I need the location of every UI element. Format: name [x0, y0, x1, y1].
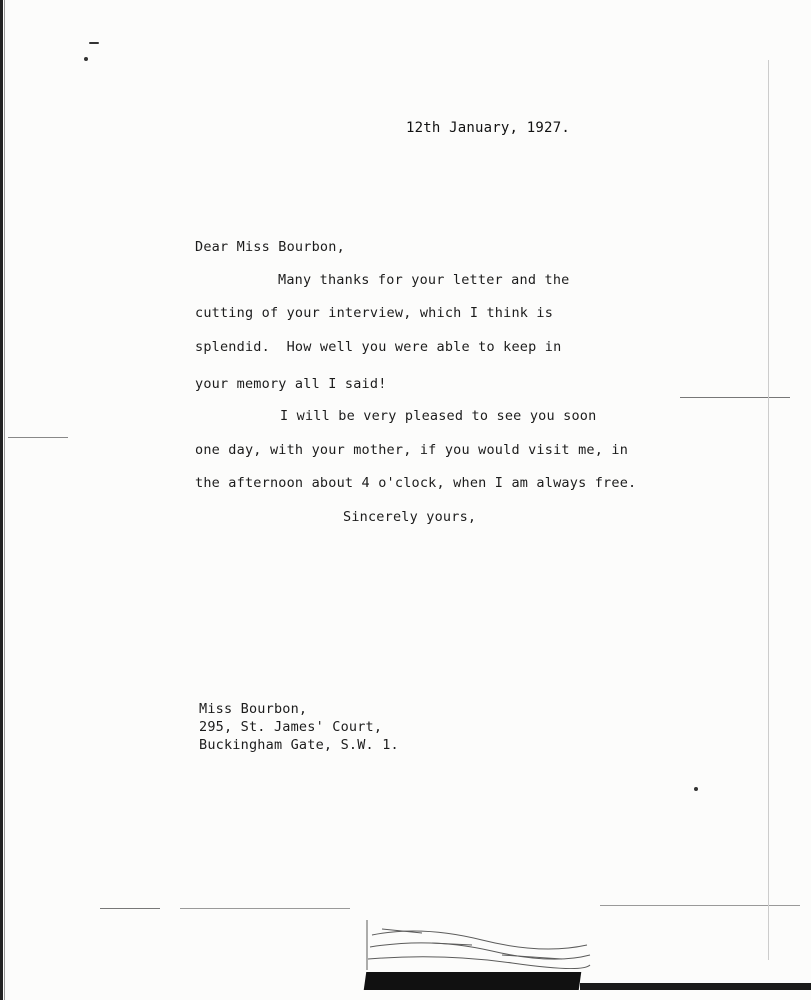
scan-speck: [600, 905, 800, 906]
scan-speck: [694, 787, 698, 791]
salutation: Dear Miss Bourbon,: [195, 239, 345, 255]
address-line: Buckingham Gate, S.W. 1.: [199, 737, 399, 753]
scan-speck: [8, 437, 68, 438]
binding-edge-shadow: [4, 0, 5, 1000]
scan-dark-band: [580, 983, 811, 990]
body-line: I will be very pleased to see you soon: [280, 408, 597, 424]
scan-speck: [100, 908, 160, 909]
scan-dark-band: [364, 972, 582, 990]
body-line: Many thanks for your letter and the: [278, 272, 570, 288]
scan-speck: [84, 57, 88, 61]
scan-speck: [180, 908, 350, 909]
body-line: splendid. How well you were able to keep in: [195, 339, 562, 355]
scan-smudge: [362, 915, 592, 973]
scan-speck: [680, 397, 790, 398]
body-line: your memory all I said!: [195, 376, 387, 392]
body-line: cutting of your interview, which I think is: [195, 305, 554, 321]
scan-speck: [768, 60, 769, 960]
scan-speck: [89, 42, 99, 44]
body-line: the afternoon about 4 o'clock, when I am always free.: [195, 475, 637, 491]
address-line: 295, St. James' Court,: [199, 719, 383, 735]
body-line: one day, with your mother, if you would visit me, in: [195, 442, 629, 458]
letter-date: 12th January, 1927.: [406, 120, 570, 136]
binding-edge: [0, 0, 3, 1000]
closing: Sincerely yours,: [343, 509, 477, 525]
address-line: Miss Bourbon,: [199, 701, 308, 717]
